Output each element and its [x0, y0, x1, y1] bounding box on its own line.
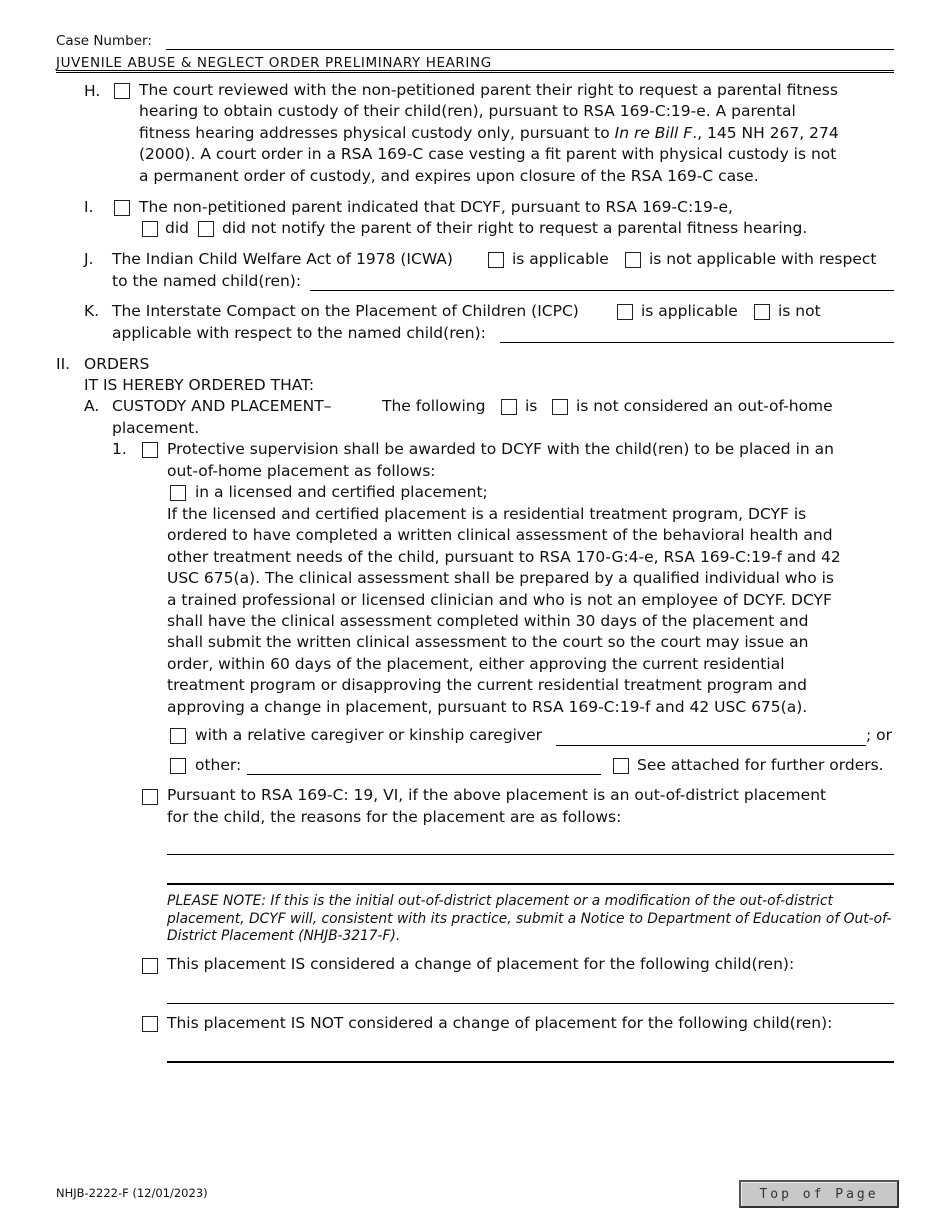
case-citation: In re Bill F: [614, 123, 693, 142]
checkbox-i-did-not[interactable]: [198, 221, 214, 237]
section-roman: II.: [56, 355, 71, 373]
checkbox-icpc-applicable[interactable]: [617, 304, 633, 320]
checkbox-licensed-placement[interactable]: [170, 485, 186, 501]
relative-or-label: ; or: [866, 726, 893, 744]
licensed-placement-label: in a licensed and certified placement;: [195, 483, 488, 501]
checkbox-i-did[interactable]: [142, 221, 158, 237]
item-letter-i: I.: [84, 198, 94, 216]
icwa-children-field[interactable]: [310, 290, 894, 291]
form-title: JUVENILE ABUSE & NEGLECT ORDER PRELIMINARY HEARING: [56, 55, 492, 71]
please-note: PLEASE NOTE: If this is the initial out-of-district placement or a modification of the out-of-district placement, DCYF will, consistent with its practice, submit a Notice to Department of Education of Out-of- District Placement (NHJB-3217-F).: [167, 893, 892, 944]
item-number-1: 1.: [112, 440, 127, 458]
is-not-label: is not considered an out-of-home: [576, 397, 833, 415]
finding-i-did-not-label: did not notify the parent of their right to request a parental fitness hearing.: [222, 219, 808, 237]
other-label: other:: [195, 756, 242, 774]
checkbox-is-not-out-of-home[interactable]: [552, 399, 568, 415]
finding-h-text: The court reviewed with the non-petitioned parent their right to request a parental fitness hearing to obtain custody of their child(ren), pursuant to RSA 169-C:19-e. A parental fitness hearing addresses physical custody only, pursuant to In re Bill F., 145 NH 267, 274 (2000). A court order in a RSA 169-C case vesting a fit parent with physical custody is not a permanent order of custody, and expires upon closure of the RSA 169-C case.: [139, 81, 839, 185]
finding-j-text: The Indian Child Welfare Act of 1978 (ICWA): [112, 250, 453, 268]
checkbox-icwa-applicable[interactable]: [488, 252, 504, 268]
change-is-not-label: This placement IS NOT considered a change of placement for the following child(ren):: [167, 1014, 833, 1032]
protective-supervision-line2: out-of-home placement as follows:: [167, 462, 436, 480]
icwa-not-applicable-label: is not applicable with respect: [649, 250, 877, 268]
relative-caregiver-field[interactable]: [556, 745, 866, 746]
icpc-not-applicable-label: is not: [778, 302, 821, 320]
checkbox-relative-caregiver[interactable]: [170, 728, 186, 744]
finding-k-text: The Interstate Compact on the Placement of Children (ICPC): [112, 302, 579, 320]
top-of-page-button[interactable]: Top of Page: [739, 1180, 899, 1208]
other-field[interactable]: [247, 774, 601, 775]
checkbox-i[interactable]: [114, 200, 130, 216]
case-number-label: Case Number:: [56, 33, 152, 49]
checkbox-see-attached[interactable]: [613, 758, 629, 774]
form-id: NHJB-2222-F (12/01/2023): [56, 1186, 208, 1200]
out-of-district-reasons-line2[interactable]: [167, 883, 894, 885]
icpc-children-field[interactable]: [500, 342, 894, 343]
change-is-children-field[interactable]: [167, 1003, 894, 1004]
icpc-applicable-label: is applicable: [641, 302, 738, 320]
finding-i-did-label: did: [165, 219, 189, 237]
orders-heading: ORDERS: [84, 355, 150, 373]
protective-supervision-line1: Protective supervision shall be awarded to DCYF with the child(ren) to be placed in an: [167, 440, 834, 458]
item-letter-k: K.: [84, 302, 100, 320]
checkbox-other[interactable]: [170, 758, 186, 774]
icwa-applicable-label: is applicable: [512, 250, 609, 268]
following-label: The following: [382, 397, 486, 415]
checkbox-icpc-not-applicable[interactable]: [754, 304, 770, 320]
checkbox-change-is[interactable]: [142, 958, 158, 974]
finding-i-text: The non-petitioned parent indicated that DCYF, pursuant to RSA 169-C:19-e,: [139, 198, 733, 216]
see-attached-label: See attached for further orders.: [637, 756, 884, 774]
checkbox-change-is-not[interactable]: [142, 1016, 158, 1032]
is-label: is: [525, 397, 538, 415]
out-of-district-reasons-line1[interactable]: [167, 854, 894, 855]
checkbox-icwa-not-applicable[interactable]: [625, 252, 641, 268]
change-is-not-children-field[interactable]: [167, 1061, 894, 1063]
finding-k-line2: applicable with respect to the named child(ren):: [112, 324, 486, 342]
orders-subheading: IT IS HEREBY ORDERED THAT:: [84, 376, 315, 394]
item-letter-j: J.: [84, 250, 94, 268]
item-letter-h: H.: [84, 82, 101, 100]
title-underline: [56, 70, 894, 71]
out-of-district-line2: for the child, the reasons for the placement are as follows:: [167, 808, 622, 826]
custody-placement-title: CUSTODY AND PLACEMENT–: [112, 397, 332, 415]
out-of-district-line1: Pursuant to RSA 169-C: 19, VI, if the above placement is an out-of-district placement: [167, 786, 827, 804]
placement-label: placement.: [112, 419, 200, 437]
checkbox-protective-supervision[interactable]: [142, 442, 158, 458]
checkbox-h[interactable]: [114, 83, 130, 99]
checkbox-out-of-district[interactable]: [142, 789, 158, 805]
change-is-label: This placement IS considered a change of placement for the following child(ren):: [167, 955, 795, 973]
relative-caregiver-label: with a relative caregiver or kinship caregiver: [195, 726, 543, 744]
order-letter-a: A.: [84, 397, 100, 415]
residential-treatment-text: If the licensed and certified placement is a residential treatment program, DCYF is ordered to have completed a written clinical assessment of the behavioral health and other treatment needs of the child, pursuant to RSA 170-G:4-e, RSA 169-C:19-f and 42 USC 675(a). The clinical assessment shall be prepared by a qualified individual who is a trained professional or licensed clinician and who is not an employee of DCYF. DCYF shall have the clinical assessment completed within 30 days of the placement and shall submit the written clinical assessment to the court so the court may issue an order, within 60 days of the placement, either approving the current residential treatment program or disapproving the current residential treatment program and approving a change in placement, pursuant to RSA 169-C:19-f and 42 USC 675(a).: [167, 505, 841, 716]
title-underline-2: [56, 72, 894, 73]
checkbox-is-out-of-home[interactable]: [501, 399, 517, 415]
finding-j-line2: to the named child(ren):: [112, 272, 302, 290]
case-number-field[interactable]: [166, 49, 894, 50]
